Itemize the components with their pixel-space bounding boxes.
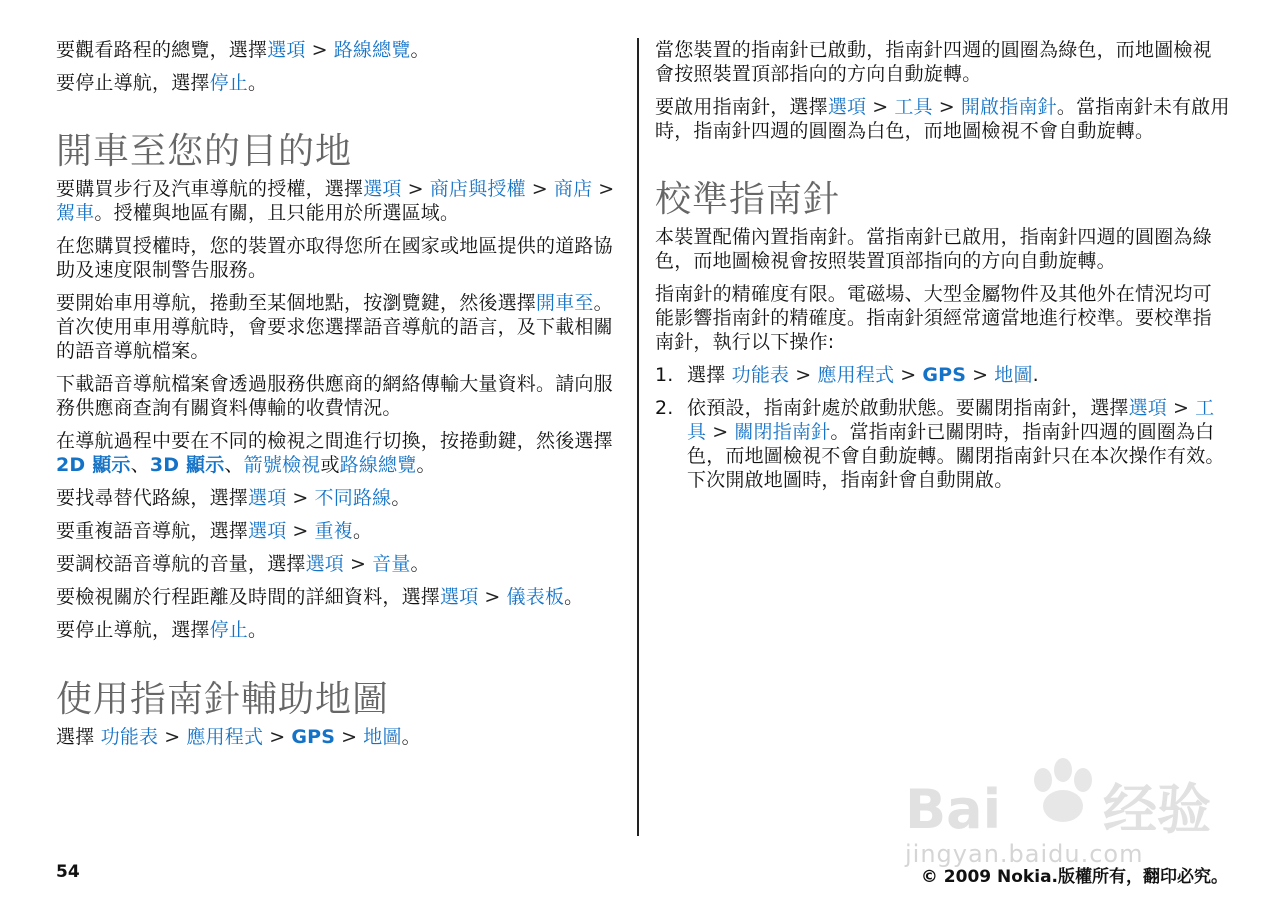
paragraph-license-services: 在您購買授權時，您的裝置亦取得您所在國家或地區提供的道路協助及速度限制警告服務。 (56, 235, 613, 281)
list-item-step-2: 2. 依預設，指南針處於啟動狀態。要關閉指南針，選擇選項 > 工具 > 關閉指南針。當指南針已關閉時，指南針四週的圓圈為白色，而地圖檢視不會自動旋轉。關閉指南針只在本次操作有效。下次開啟地圖時，指南針會自動開啟。 (655, 397, 1225, 491)
paragraph-dashboard: 要檢視關於行程距離及時間的詳細資料，選擇選項 > 儀表板。 (56, 586, 584, 608)
paragraph-compass-active: 當您裝置的指南針已啟動，指南針四週的圓圈為綠色，而地圖檢視會按照裝置頂部指向的方向自動旋轉。 (655, 39, 1212, 85)
link-dashboard[interactable]: 儀表板 (506, 586, 565, 608)
list-item-step-1: 1. 選擇 功能表 > 應用程式 > GPS > 地圖. (655, 364, 1039, 386)
link-3d-view[interactable]: 3D 顯示 (149, 454, 225, 476)
svg-text:Bai: Bai (905, 778, 1002, 840)
link-route-overview[interactable]: 路線總覽 (333, 39, 411, 61)
paragraph-repeat-voice: 要重複語音導航，選擇選項 > 重複。 (56, 520, 373, 542)
link-2d-view[interactable]: 2D 顯示 (56, 454, 131, 476)
link-applications[interactable]: 應用程式 (186, 726, 264, 748)
heading-calibrate-compass: 校準指南針 (655, 179, 841, 220)
paragraph-open-maps: 選擇 功能表 > 應用程式 > GPS > 地圖。 (56, 726, 421, 748)
link-stop[interactable]: 停止 (209, 72, 249, 94)
link-stop[interactable]: 停止 (209, 619, 249, 641)
link-turn-on-compass[interactable]: 開啟指南針 (960, 96, 1057, 118)
link-volume[interactable]: 音量 (372, 553, 411, 575)
watermark-url: jingyan.baidu.com (905, 840, 1144, 868)
link-menu[interactable]: 功能表 (731, 364, 790, 386)
link-gps[interactable]: GPS (922, 364, 967, 386)
baidu-watermark (905, 740, 1225, 880)
link-drive[interactable]: 駕車 (56, 202, 95, 224)
paragraph-internal-compass: 本裝置配備內置指南針。當指南針已啟用，指南針四週的圓圈為綠色，而地圖檢視會按照裝置頂部指向的方向自動旋轉。 (655, 226, 1212, 272)
link-different-route[interactable]: 不同路線 (314, 487, 392, 509)
link-route-overview[interactable]: 路線總覽 (339, 454, 417, 476)
paragraph-purchase-license: 要購買步行及汽車導航的授權，選擇選項 > 商店與授權 > 商店 >駕車。授權與地區有關，且只能用於所選區域。 (56, 178, 615, 224)
paragraph-alternative-route: 要找尋替代路線，選擇選項 > 不同路線。 (56, 487, 411, 509)
page-number: 54 (56, 862, 80, 882)
baidu-paw-logo-icon (905, 740, 1225, 840)
link-maps[interactable]: 地圖 (363, 726, 402, 748)
paragraph-stop-navigation-2: 要停止導航，選擇停止。 (56, 619, 268, 641)
paragraph-start-car-navigation: 要開始車用導航，捲動至某個地點，按瀏覽鍵，然後選擇開車至。 首次使用車用導航時，會要求您選擇語音導航的語言，及下載相關的語音導航檔案。 (56, 292, 613, 362)
paragraph-enable-compass: 要啟用指南針，選擇選項 > 工具 > 開啟指南針。當指南針未有啟用時，指南針四週的圓圈為白色，而地圖檢視不會自動旋轉。 (655, 96, 1230, 142)
link-applications[interactable]: 應用程式 (817, 364, 895, 386)
link-tools[interactable]: 工具 (687, 397, 1215, 443)
link-repeat[interactable]: 重複 (314, 520, 353, 542)
link-store-and-licenses[interactable]: 商店與授權 (429, 178, 526, 200)
link-drive-to[interactable]: 開車至 (536, 292, 594, 314)
copyright-notice: © 2009 Nokia.版權所有，翻印必究。 (920, 867, 1228, 887)
paragraph-compass-accuracy: 指南針的精確度有限。電磁場、大型金屬物件及其他外在情況均可能影響指南針的精確度。指南針須經常適當地進行校準。要校準指南針，執行以下操作: (655, 283, 1212, 353)
paragraph-route-overview: 要觀看路程的總覽，選擇選項 > 路線總覽。 (56, 39, 430, 61)
paragraph-adjust-volume: 要調校語音導航的音量，選擇選項 > 音量。 (56, 553, 430, 575)
link-store[interactable]: 商店 (553, 178, 593, 200)
left-column (56, 38, 622, 758)
link-options[interactable]: 選項 (363, 178, 402, 200)
link-options[interactable]: 選項 (1128, 397, 1168, 419)
heading-drive-to-destination: 開車至您的目的地 (56, 131, 353, 172)
link-options[interactable]: 選項 (248, 487, 287, 509)
link-gps[interactable]: GPS (291, 726, 336, 748)
link-arrow-view[interactable]: 箭號檢視 (243, 454, 321, 476)
calibration-steps (655, 363, 1230, 492)
link-menu[interactable]: 功能表 (100, 726, 159, 748)
column-divider (637, 38, 639, 836)
svg-text:经验: 经验 (1103, 778, 1211, 840)
paragraph-stop-navigation: 要停止導航，選擇停止。 (56, 72, 268, 94)
link-options[interactable]: 選項 (827, 96, 867, 118)
link-turn-off-compass[interactable]: 關閉指南針 (734, 421, 831, 443)
link-options[interactable]: 選項 (305, 553, 345, 575)
right-column (655, 38, 1230, 501)
link-options[interactable]: 選項 (267, 39, 306, 61)
paragraph-switch-views: 在導航過程中要在不同的檢視之間進行切換，按捲動鍵，然後選擇2D 顯示、3D 顯示、箭號檢視或路線總覽。 (56, 430, 613, 476)
paragraph-download-voice: 下載語音導航檔案會透過服務供應商的網絡傳輸大量資料。請向服務供應商查詢有關資料傳輸的收費情況。 (56, 373, 613, 419)
link-tools[interactable]: 工具 (894, 96, 933, 118)
link-options[interactable]: 選項 (440, 586, 479, 608)
heading-use-compass: 使用指南針輔助地圖 (56, 679, 390, 720)
link-maps[interactable]: 地圖 (994, 364, 1033, 386)
link-options[interactable]: 選項 (248, 520, 287, 542)
